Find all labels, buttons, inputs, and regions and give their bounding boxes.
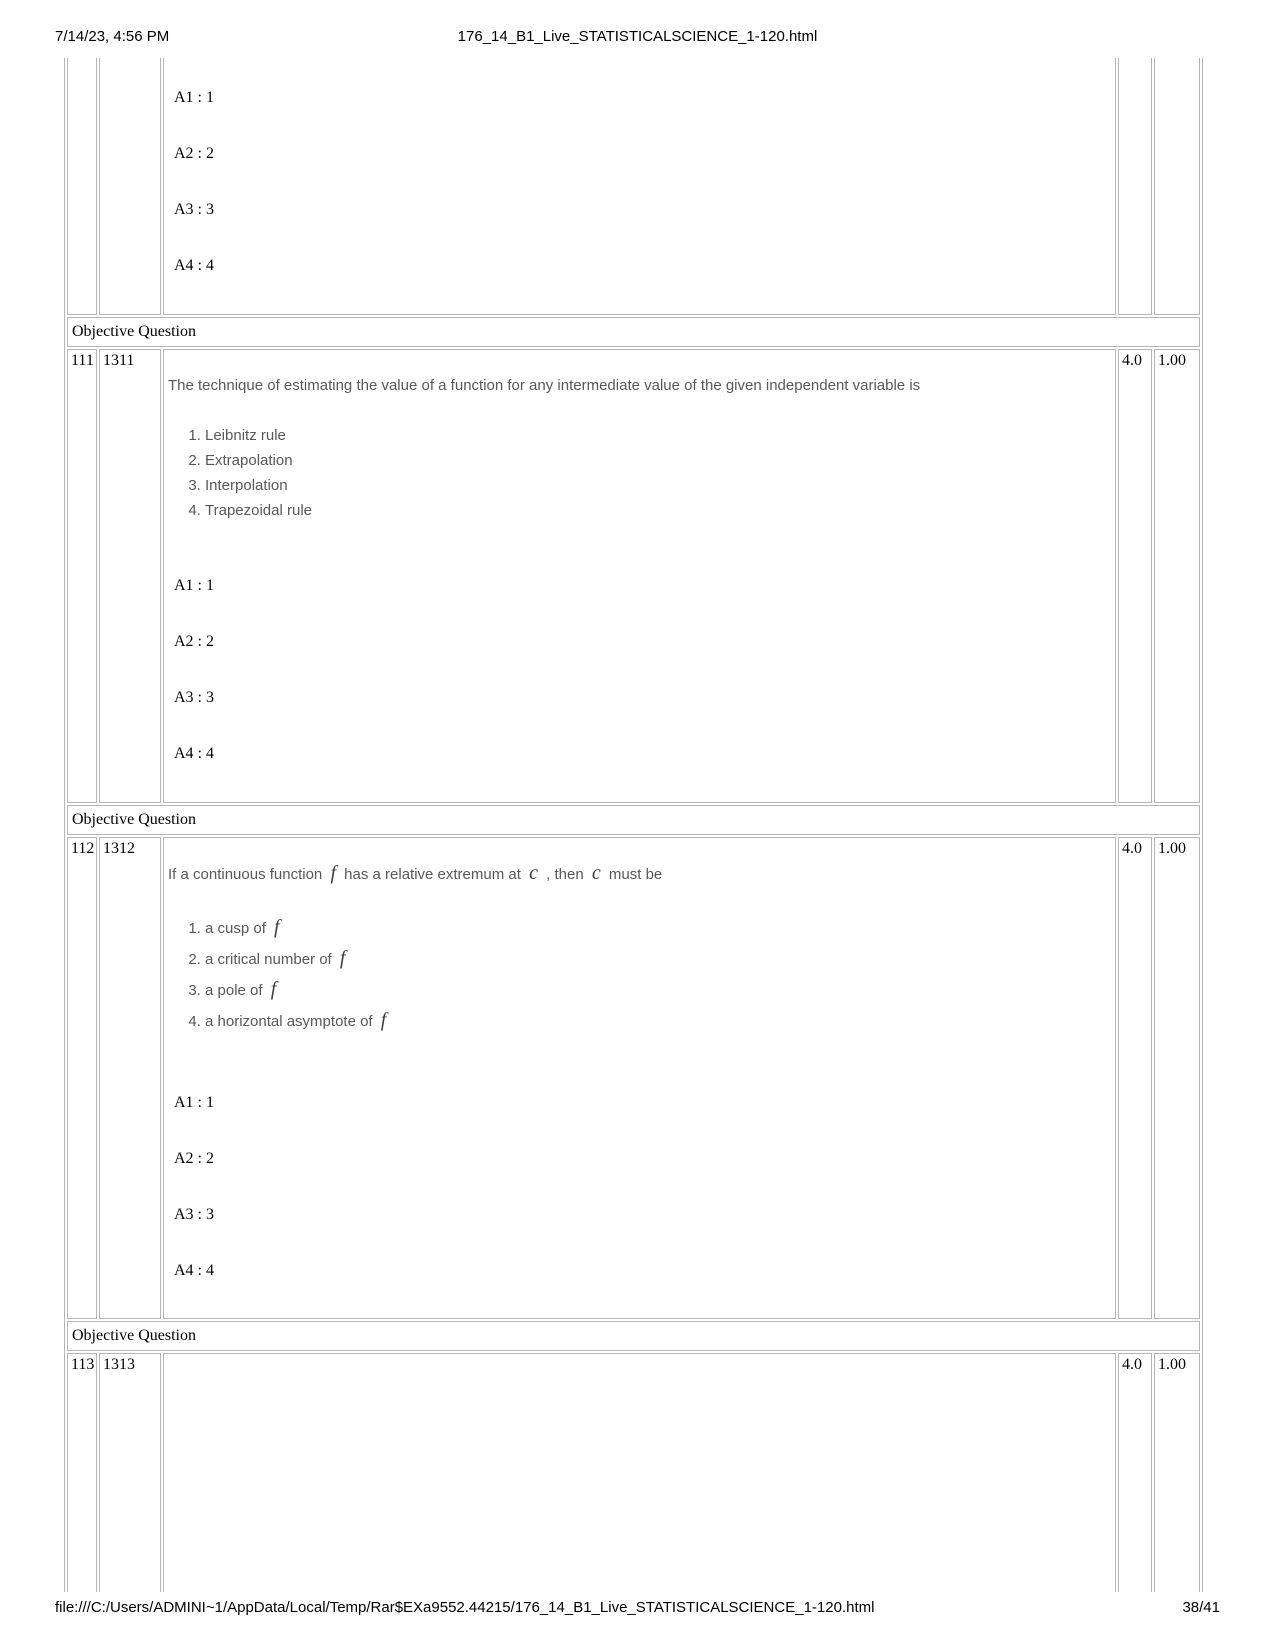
question-number-cell	[67, 58, 97, 315]
answer-key: A4 : 4	[174, 1262, 214, 1279]
question-number: 112	[67, 837, 97, 1319]
answer-key: A4 : 4	[174, 745, 214, 762]
marks-cell	[1118, 58, 1152, 315]
print-header-title: 176_14_B1_Live_STATISTICALSCIENCE_1-120.html	[457, 28, 818, 45]
question-number: 111	[67, 349, 97, 803]
math-symbol: f	[380, 1009, 387, 1031]
math-symbol: c	[591, 862, 601, 884]
question-text: The technique of estimating the value of a function for any intermediate value of the given independent variable is	[168, 377, 921, 394]
section-header-label: Objective Question	[67, 1321, 1200, 1351]
math-symbol: f	[330, 862, 336, 884]
question-text-run: If a continuous function	[168, 866, 327, 883]
option-item	[205, 1005, 1111, 1036]
answer-key-block	[168, 89, 1111, 275]
option-item: 1. Leibnitz rule	[205, 423, 1111, 448]
section-header-label: Objective Question	[67, 317, 1200, 347]
option-item	[205, 974, 1111, 1005]
question-table-clip	[64, 58, 1203, 1592]
question-id: 1312	[99, 837, 161, 1319]
answer-key: A3 : 3	[174, 201, 214, 218]
section-header-row	[67, 1321, 1200, 1351]
answer-key: A3 : 3	[174, 1206, 214, 1223]
answer-key: A2 : 2	[174, 1150, 214, 1167]
weight-cell	[1154, 58, 1200, 315]
answer-key: A2 : 2	[174, 633, 214, 650]
question-text-run: , then	[541, 866, 588, 883]
option-item	[205, 912, 1111, 943]
answer-key: A1 : 1	[174, 89, 214, 106]
marks-value: 4.0	[1118, 1353, 1152, 1592]
marks-value: 4.0	[1118, 837, 1152, 1319]
math-symbol: f	[274, 916, 280, 938]
question-id: 1311	[99, 349, 161, 803]
question-text-run: has a relative extremum at	[340, 866, 526, 883]
print-header	[55, 28, 1220, 48]
carryover-question-row	[67, 58, 1200, 315]
question-number: 113	[67, 1353, 97, 1592]
option-text: a critical number of	[205, 951, 336, 968]
answer-key: A3 : 3	[174, 689, 214, 706]
section-header-row	[67, 805, 1200, 835]
option-text: a horizontal asymptote of	[205, 1013, 377, 1030]
answer-key: A2 : 2	[174, 145, 214, 162]
option-item	[205, 943, 1111, 974]
weight-value: 1.00	[1154, 349, 1200, 803]
option-item: 4. Trapezoidal rule	[205, 498, 1111, 523]
question-row-112	[67, 837, 1200, 1319]
math-symbol: c	[529, 862, 538, 884]
question-text-run: must be	[604, 866, 663, 883]
question-id-cell	[99, 58, 161, 315]
question-content-cell	[163, 837, 1116, 1319]
weight-value: 1.00	[1154, 1353, 1200, 1592]
question-content-cell	[163, 58, 1116, 315]
print-footer-filepath: file:///C:/Users/ADMINI~1/AppData/Local/Temp/Rar$EXa9552.44215/176_14_B1_Live_STATISTICALSCIENCE_1-120.html	[55, 1599, 875, 1616]
question-row-113	[67, 1353, 1200, 1592]
answer-key: A1 : 1	[174, 577, 214, 594]
print-footer	[55, 1599, 1220, 1619]
section-header-label: Objective Question	[67, 805, 1200, 835]
question-content-cell	[163, 1353, 1116, 1592]
marks-value: 4.0	[1118, 349, 1152, 803]
question-id: 1313	[99, 1353, 161, 1592]
answer-key-block	[168, 577, 1111, 763]
question-row-111	[67, 349, 1200, 803]
option-item: 3. Interpolation	[205, 473, 1111, 498]
weight-value: 1.00	[1154, 837, 1200, 1319]
print-footer-page-number: 38/41	[1182, 1599, 1220, 1616]
option-text: a cusp of	[205, 920, 271, 937]
question-content-cell	[163, 349, 1116, 803]
section-header-row	[67, 317, 1200, 347]
question-table	[64, 58, 1203, 1592]
option-text: a pole of	[205, 982, 267, 999]
answer-key-block	[168, 1094, 1111, 1280]
option-item: 2. Extrapolation	[205, 448, 1111, 473]
answer-key: A4 : 4	[174, 257, 214, 274]
question-text	[168, 860, 1111, 888]
answer-key: A1 : 1	[174, 1094, 214, 1111]
math-symbol: f	[270, 978, 277, 1000]
print-header-datetime: 7/14/23, 4:56 PM	[55, 28, 170, 45]
math-symbol: f	[339, 947, 346, 969]
option-list	[168, 912, 1111, 1036]
option-list	[168, 423, 1111, 523]
